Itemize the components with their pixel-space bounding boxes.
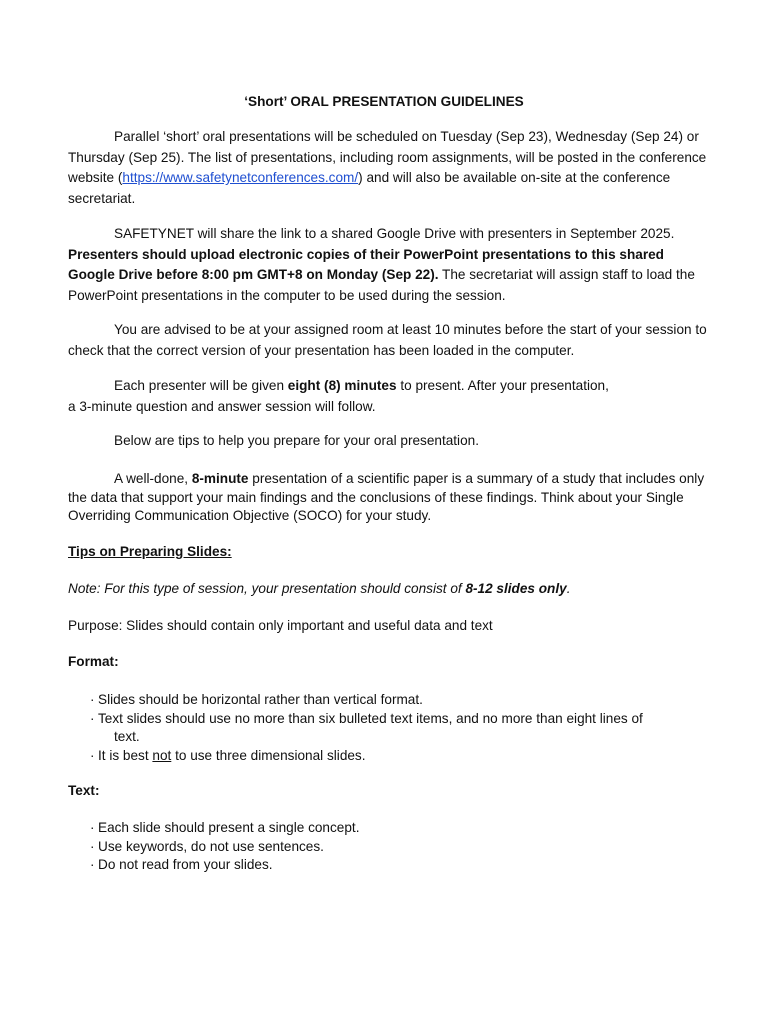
summary-text-b: presentation of a scientific paper is a summary of a study that includes only the data that support your main findings and the conclusions of these findings. Think about your Single Overriding Communication Objective (SOCO) for your study. — [68, 471, 705, 523]
document-title: ‘Short’ ORAL PRESENTATION GUIDELINES — [244, 94, 524, 109]
upload-text-a: SAFETYNET will share the link to a shared Google Drive with presenters in September 2025. — [114, 226, 675, 241]
summary-text-a: A well-done, — [114, 471, 192, 486]
upload-deadline-text: Presenters should upload electronic copies of their PowerPoint presentations to this shared Google Drive before 8:00 pm GMT+8 on Monday (Sep 22). — [68, 246, 664, 282]
paragraph-upload — [68, 224, 708, 306]
timing-text-c: a 3-minute question and answer session will follow. — [68, 398, 376, 414]
note-text-a: Note: For this type of session, your presentation should consist of — [68, 581, 466, 596]
paragraph-tips-intro — [68, 431, 708, 452]
paragraph-schedule — [68, 127, 708, 209]
timing-duration: eight (8) minutes — [287, 378, 397, 393]
text-list — [90, 819, 690, 875]
text-heading: Text: — [68, 783, 100, 798]
arrival-text: You are advised to be at your assigned room at least 10 minutes before the start of your session to check that the correct version of your presentation has been loaded in the computer. — [68, 322, 707, 358]
tips-intro-text: Below are tips to help you prepare for your oral presentation. — [114, 433, 479, 448]
list-item: · Use keywords, do not use sentences. — [90, 838, 324, 854]
tips-heading: Tips on Preparing Slides: — [68, 544, 232, 559]
note-slide-range: 8-12 slides only — [465, 581, 567, 596]
list-item: · Slides should be horizontal rather than vertical format. — [90, 692, 423, 707]
list-item: · Do not read from your slides. — [90, 857, 273, 872]
list-item: · It is best not to use three dimensional slides. — [90, 747, 366, 763]
format-heading: Format: — [68, 654, 119, 669]
list-item: · Each slide should present a single concept. — [90, 820, 360, 835]
purpose-text: Purpose: Slides should contain only important and useful data and text — [68, 618, 493, 633]
list-item: · Text slides should use no more than six bulleted text items, and no more than eight lines of text. — [90, 710, 643, 744]
paragraph-summary — [68, 470, 708, 526]
conference-website-link[interactable]: https://www.safetynetconferences.com/ — [122, 170, 359, 185]
schedule-text-a: Parallel ‘short’ oral presentations will be scheduled on Tuesday (Sep 23), Wednesday (Sep 24) or Thursday (Sep 25). The list of presentations, including room assignments, will be posted in the conference website ( — [68, 129, 707, 185]
timing-text-a: Each presenter will be given — [114, 378, 288, 393]
timing-text-b: to present. After your presentation, — [396, 378, 609, 393]
slide-count-note — [68, 579, 708, 600]
schedule-text-b: ) and will also be available on-site at the conference secretariat. — [68, 170, 671, 206]
format-list — [90, 691, 690, 765]
upload-text-b: The secretariat will assign staff to load the PowerPoint presentations in the computer to be used during the session. — [68, 267, 695, 303]
paragraph-arrival — [68, 320, 708, 361]
paragraph-timing — [68, 376, 708, 417]
summary-duration: 8-minute — [191, 471, 249, 486]
note-text-b: . — [566, 581, 571, 596]
